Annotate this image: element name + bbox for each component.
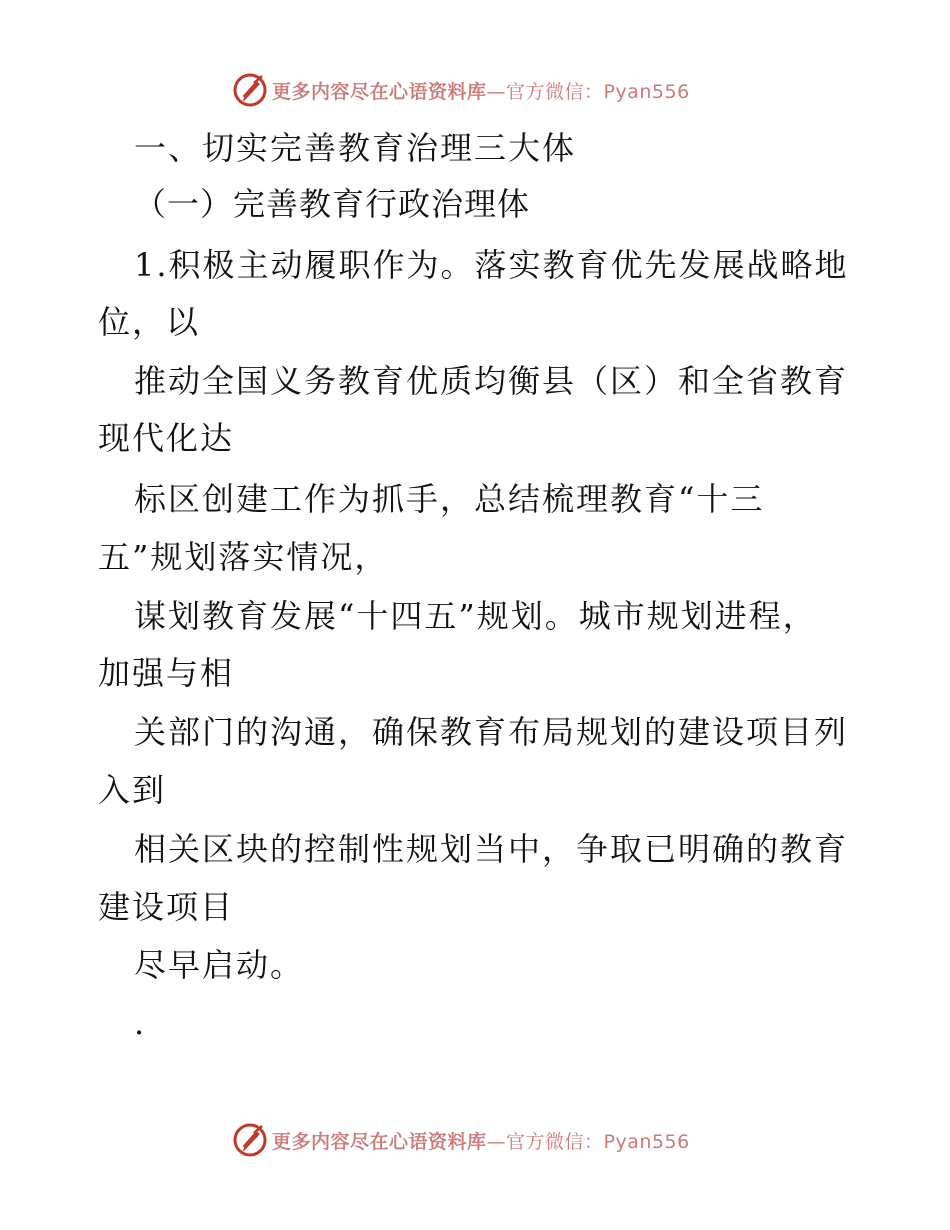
paragraph-line: 标区创建工作为抓手，总结梳理教育“十三 <box>134 480 765 518</box>
paragraph-line: 1.积极主动履职作为。落实教育优先发展战略地 <box>134 246 849 284</box>
footer-wechat-text: —官方微信：Pyan556 <box>486 1130 690 1153</box>
paragraph-line: 谋划教育发展“十四五”规划。城市规划进程， <box>134 597 817 635</box>
paragraph-line: 五”规划落实情况， <box>98 538 389 576</box>
paragraph-line: 加强与相 <box>98 654 235 692</box>
paragraph-line: 现代化达 <box>98 419 235 457</box>
header-banner <box>232 70 690 110</box>
quill-pen-logo-icon <box>232 1122 268 1158</box>
paragraph-line: 推动全国义务教育优质均衡县（区）和全省教育 <box>134 362 849 400</box>
footer-banner <box>232 1120 690 1160</box>
quill-pen-logo-icon <box>232 72 268 108</box>
paragraph-line: 入到 <box>98 771 167 809</box>
paragraph-line: 位，以 <box>98 303 201 341</box>
paragraph-line: 尽早启动。 <box>134 946 305 984</box>
paragraph-line: 相关区块的控制性规划当中，争取已明确的教育 <box>134 830 849 868</box>
paragraph-line: 关部门的沟通，确保教育布局规划的建设项目列 <box>134 713 849 751</box>
section-heading: 一、切实完善教育治理三大体 <box>134 129 577 167</box>
trailing-mark: . <box>134 1004 147 1042</box>
subsection-heading: （一）完善教育行政治理体 <box>134 185 531 223</box>
footer-site-text: 更多内容尽在心语资料库 <box>272 1130 487 1153</box>
header-site-text: 更多内容尽在心语资料库 <box>272 80 487 103</box>
paragraph-line: 建设项目 <box>98 888 235 926</box>
header-wechat-text: —官方微信：Pyan556 <box>486 80 690 103</box>
